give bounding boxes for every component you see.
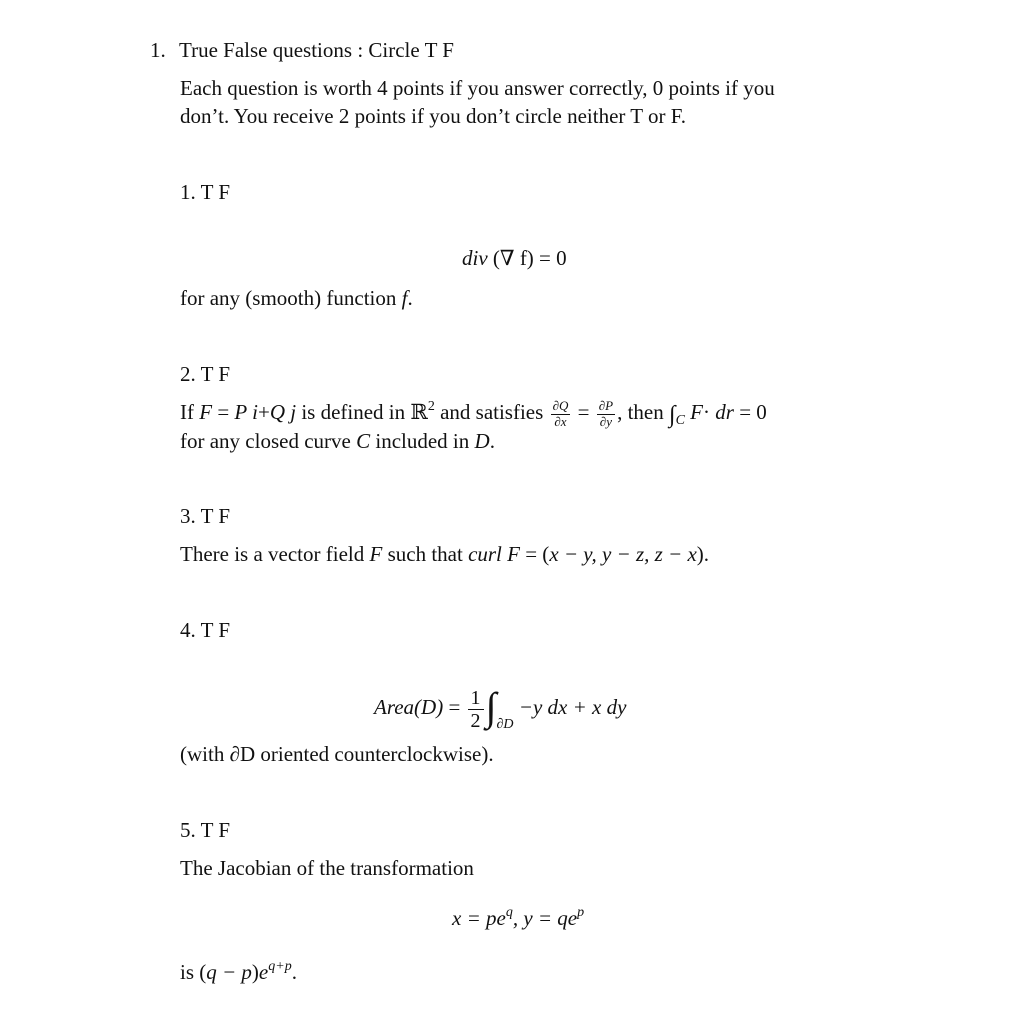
tail-variable: f: [401, 286, 408, 310]
integral-subscript: C: [675, 413, 685, 428]
fraction-dQ-dx: [551, 399, 571, 429]
eq-sign-2: =: [572, 400, 595, 424]
integrand: −y dx + x dy: [513, 695, 627, 719]
question-2-line-2: [180, 427, 495, 455]
eq-sign: =: [443, 695, 466, 719]
question-5-label: 5. T F: [180, 818, 230, 842]
frac-num: 1: [468, 687, 484, 710]
integral-subscript: ∂D: [496, 717, 514, 732]
text-d: ).: [696, 542, 710, 566]
var-F: F: [369, 542, 383, 566]
formula-rest: (∇ f) = 0: [487, 246, 567, 270]
section-title: True False questions : Circle T F: [179, 38, 454, 62]
dot-operator: ·: [703, 400, 710, 424]
frac-den: ∂y: [599, 413, 612, 429]
result-end: .: [291, 960, 297, 984]
question-3-statement: [180, 540, 709, 568]
frac-den: ∂x: [554, 413, 567, 429]
text-a: There is a vector field: [180, 542, 370, 566]
tail-text: for any (smooth) function: [180, 286, 402, 310]
x-exponent: q: [505, 905, 513, 920]
x-equation: x = pe: [452, 906, 506, 930]
line2-end: .: [489, 429, 495, 453]
fraction-one-half: [468, 687, 484, 732]
line2-var-D: D: [474, 429, 490, 453]
line2-text-a: for any closed curve: [180, 429, 357, 453]
area-lhs: Area(D): [374, 695, 444, 719]
eq-sign: =: [212, 400, 235, 424]
term-Qj: Q j: [269, 400, 297, 424]
question-5-text: The Jacobian of the transformation: [180, 856, 474, 880]
question-4-formula: [374, 674, 626, 732]
y-equation: , y = qe: [512, 906, 578, 930]
result-exponent: q+p: [268, 959, 292, 974]
question-1-tail: [180, 284, 413, 312]
result-expr: q − p: [206, 960, 252, 984]
integral-sign: ∫: [485, 684, 497, 729]
text-then: , then: [617, 400, 669, 424]
section-number: 1.: [150, 38, 166, 62]
question-1-label: 1. T F: [180, 180, 230, 204]
question-4-note: (with ∂D oriented counterclockwise).: [180, 742, 494, 766]
integrand-F: F: [684, 400, 703, 424]
question-5-result: [180, 958, 297, 986]
curl-F: curl F: [468, 542, 520, 566]
tail-end: .: [407, 286, 413, 310]
text-satisfies: and satisfies: [434, 400, 549, 424]
text-if: If: [180, 400, 200, 424]
question-5-transformation: [452, 904, 584, 932]
result-text-b: ): [251, 960, 259, 984]
question-2-line-1: [180, 396, 767, 429]
line2-text-b: included in: [370, 429, 475, 453]
text-defined: is defined in ℝ: [296, 400, 428, 424]
frac-den: 2: [470, 709, 481, 732]
section-heading: [150, 36, 454, 64]
div-operator: div: [462, 246, 488, 270]
text-c: = (: [519, 542, 550, 566]
question-2-label: 2. T F: [180, 362, 230, 386]
result-text-a: is (: [180, 960, 207, 984]
intro-line-2: don’t. You receive 2 points if you don’t circle neither T or F.: [180, 104, 686, 128]
var-F: F: [199, 400, 213, 424]
question-4-label: 4. T F: [180, 618, 230, 642]
question-3-label: 3. T F: [180, 504, 230, 528]
line2-var-C: C: [356, 429, 371, 453]
equals-zero: = 0: [733, 400, 767, 424]
vector-expression: x − y, y − z, z − x: [549, 542, 697, 566]
intro-line-1: Each question is worth 4 points if you answer correctly, 0 points if you: [180, 76, 775, 100]
term-Pi: P i: [234, 400, 258, 424]
text-b: such that: [382, 542, 469, 566]
plus-sign: +: [257, 400, 270, 424]
exponent-2: 2: [427, 399, 435, 414]
frac-num: ∂Q: [552, 398, 569, 414]
y-exponent: p: [577, 905, 585, 920]
frac-num: ∂P: [598, 398, 614, 414]
integral-sign: ∫: [669, 402, 676, 428]
integrand-dr: dr: [710, 400, 734, 424]
question-1-formula: [462, 244, 567, 272]
result-e: e: [258, 960, 269, 984]
fraction-dP-dy: [597, 399, 615, 429]
